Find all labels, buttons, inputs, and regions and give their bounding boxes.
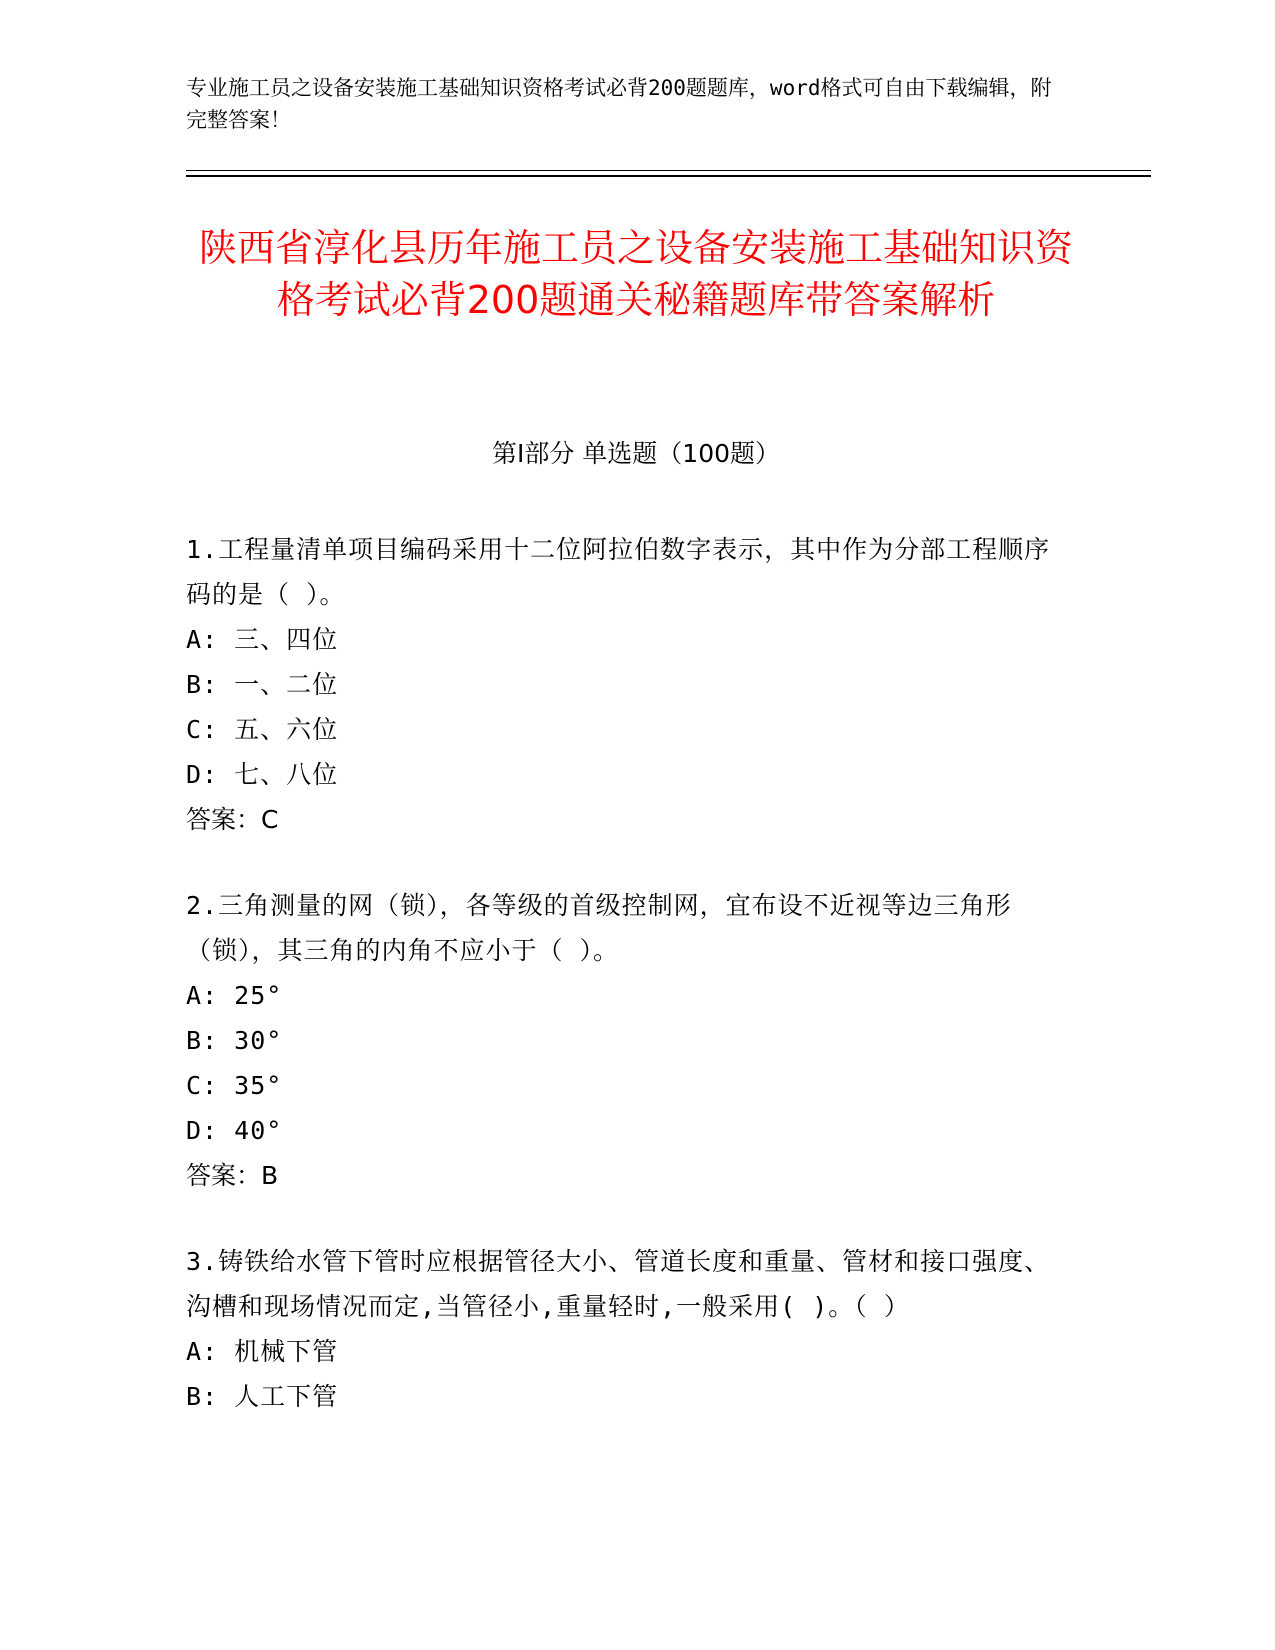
- question-1: [186, 527, 1066, 842]
- question-stem: 1.工程量清单项目编码采用十二位阿拉伯数字表示，其中作为分部工程顺序码的是（ ）。: [186, 535, 1051, 609]
- header-divider-thick: [186, 175, 1151, 177]
- option-a: A: 25°: [186, 981, 283, 1010]
- option-c: C: 五、六位: [186, 715, 339, 744]
- question-3: [186, 1239, 1066, 1419]
- question-2: [186, 883, 1066, 1198]
- option-d: D: 七、八位: [186, 760, 339, 789]
- option-d: D: 40°: [186, 1116, 283, 1145]
- question-list: [186, 527, 1066, 1460]
- option-a: A: 机械下管: [186, 1337, 339, 1366]
- document-title: 陕西省淳化县历年施工员之设备安装施工基础知识资格考试必背200题通关秘籍题库带答案解析: [198, 226, 1073, 322]
- question-stem: 2.三角测量的网（锁），各等级的首级控制网，宜布设不近视等边三角形（锁），其三角的内角不应小于（ ）。: [186, 891, 1012, 965]
- option-b: B: 人工下管: [186, 1382, 339, 1411]
- answer: 答案：B: [186, 1161, 279, 1190]
- option-a: A: 三、四位: [186, 625, 339, 654]
- option-c: C: 35°: [186, 1071, 283, 1100]
- answer: 答案：C: [186, 805, 279, 834]
- header-divider-thin: [186, 170, 1151, 171]
- header-note: 专业施工员之设备安装施工基础知识资格考试必背200题题库，word格式可自由下载编辑，附完整答案！: [186, 76, 1052, 132]
- option-b: B: 一、二位: [186, 670, 339, 699]
- section-heading: 第Ⅰ部分 单选题（100题）: [491, 439, 781, 468]
- option-b: B: 30°: [186, 1026, 283, 1055]
- question-stem: 3.铸铁给水管下管时应根据管径大小、管道长度和重量、管材和接口强度、沟槽和现场情况而定,当管径小,重量轻时,一般采用( )。（ ）: [186, 1247, 1051, 1321]
